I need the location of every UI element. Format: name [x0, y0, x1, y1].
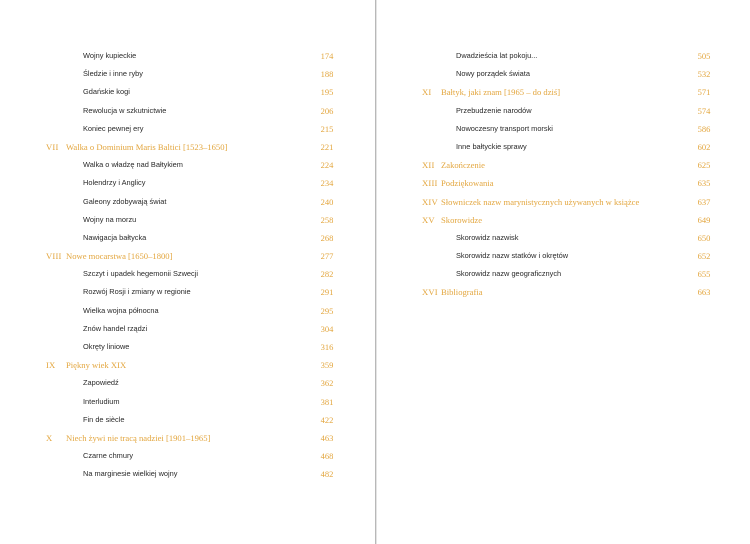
toc-subsection-entry	[0, 156, 375, 174]
subsection-title: Czarne chmury	[83, 451, 134, 461]
toc-chapter-entry	[0, 429, 375, 447]
page-number: 188	[320, 69, 334, 80]
page-number: 663	[697, 287, 711, 298]
page-number: 362	[320, 378, 334, 389]
page-number: 268	[320, 232, 334, 243]
subsection-title: Nawigacja bałtycka	[83, 232, 147, 242]
subsection-title: Walka o władzę nad Bałtykiem	[83, 160, 183, 170]
subsection-title: Dwadzieścia lat pokoju...	[456, 51, 538, 60]
page-number: 381	[320, 396, 334, 407]
page-number: 482	[320, 469, 334, 480]
page-number: 625	[697, 160, 711, 171]
toc-subsection-entry	[0, 302, 375, 320]
subsection-title: Okręty liniowe	[83, 342, 130, 351]
toc-subsection-entry	[0, 47, 375, 65]
toc-chapter-entry	[377, 83, 750, 101]
subsection-title: Inne bałtyckie sprawy	[456, 141, 527, 151]
subsection-title: Gdańskie kogi	[83, 87, 130, 97]
chapter-roman-numeral: IX	[46, 360, 56, 371]
toc-subsection-entry	[377, 47, 750, 65]
toc-chapter-entry	[377, 156, 750, 174]
subsection-title: Przebudzenie narodów	[456, 105, 532, 115]
subsection-title: Zapowiedź	[83, 378, 119, 388]
subsection-title: Szczyt i upadek hegemonii Szwecji	[83, 269, 199, 279]
page-number: 586	[697, 123, 711, 134]
subsection-title: Nowoczesny transport morski	[456, 123, 553, 133]
page-number: 295	[320, 305, 334, 316]
chapter-roman-numeral: XII	[422, 160, 435, 171]
page-number: 291	[320, 287, 334, 298]
chapter-title: Bibliografia	[441, 287, 483, 298]
subsection-title: Nowy porządek świata	[456, 69, 530, 79]
page-number: 655	[697, 269, 711, 280]
page-number: 571	[697, 87, 711, 98]
page-number: 359	[320, 360, 334, 371]
chapter-title: Walka o Dominium Maris Baltici [1523–1650]	[66, 141, 228, 152]
toc-subsection-entry	[0, 374, 375, 392]
toc-chapter-entry	[0, 247, 375, 265]
chapter-title: Bałtyk, jaki znam [1965 – do dziś]	[441, 87, 561, 98]
toc-chapter-entry	[377, 174, 750, 192]
chapter-roman-numeral: XIII	[422, 178, 438, 189]
right-page	[377, 0, 750, 544]
chapter-title: Zakończenie	[441, 160, 485, 171]
subsection-title: Galeony zdobywają świat	[83, 196, 167, 206]
toc-subsection-entry	[0, 193, 375, 211]
page-number: 316	[320, 342, 334, 352]
page-number: 234	[320, 178, 334, 189]
subsection-title: Interludium	[83, 396, 120, 406]
toc-subsection-entry	[377, 65, 750, 83]
subsection-title: Wojny kupieckie	[83, 51, 137, 60]
toc-subsection-entry	[0, 102, 375, 120]
subsection-title: Wielka wojna północna	[83, 305, 159, 315]
page-number: 277	[320, 251, 334, 262]
page-number: 652	[697, 251, 711, 262]
page-number: 221	[320, 141, 334, 152]
toc-subsection-entry	[0, 393, 375, 411]
toc-subsection-entry	[377, 102, 750, 120]
subsection-title: Śledzie i inne ryby	[83, 69, 143, 79]
subsection-title: Rewolucja w szkutnictwie	[83, 105, 167, 115]
subsection-title: Rozwój Rosji i zmiany w regionie	[83, 287, 191, 297]
page-number: 650	[697, 232, 711, 243]
toc-chapter-entry	[0, 356, 375, 374]
toc-subsection-entry	[0, 120, 375, 138]
toc-chapter-entry	[377, 193, 750, 211]
subsection-title: Wojny na morzu	[83, 214, 137, 224]
chapter-roman-numeral: XI	[422, 87, 432, 98]
toc-subsection-entry	[0, 65, 375, 83]
page-number: 258	[320, 214, 334, 225]
toc-subsection-entry	[0, 338, 375, 356]
page-number: 637	[697, 196, 711, 207]
toc-chapter-entry	[377, 211, 750, 229]
subsection-title: Skorowidz nazw geograficznych	[456, 269, 562, 279]
page-number: 468	[320, 451, 334, 462]
page-number: 635	[697, 178, 711, 189]
subsection-title: Skorowidz nazw statków i okrętów	[456, 251, 569, 261]
page-number: 240	[320, 196, 334, 207]
toc-chapter-entry	[0, 138, 375, 156]
chapter-title: Piękny wiek XIX	[66, 360, 127, 371]
toc-subsection-entry	[0, 283, 375, 301]
chapter-title: Nowe mocarstwa [1650–1800]	[66, 251, 173, 262]
toc-subsection-entry	[0, 465, 375, 483]
subsection-title: Fin de siècle	[83, 414, 125, 424]
page-number: 463	[320, 432, 334, 443]
chapter-roman-numeral: XIV	[422, 196, 438, 207]
page-number: 422	[320, 414, 334, 425]
subsection-title: Skorowidz nazwisk	[456, 232, 519, 242]
chapter-title: Niech żywi nie tracą nadziei [1901–1965]	[66, 432, 211, 443]
chapter-title: Słowniczek nazw marynistycznych używanych w książce	[441, 196, 640, 207]
toc-subsection-entry	[0, 174, 375, 192]
toc-subsection-entry	[0, 447, 375, 465]
toc-subsection-entry	[0, 320, 375, 338]
toc-subsection-entry	[0, 411, 375, 429]
page-number: 195	[320, 87, 334, 98]
toc-subsection-entry	[377, 229, 750, 247]
page-number: 649	[697, 214, 711, 225]
toc-chapter-entry	[377, 283, 750, 301]
subsection-title: Koniec pewnej ery	[83, 123, 144, 133]
chapter-title: Podziękowania	[441, 178, 494, 189]
toc-subsection-entry	[377, 247, 750, 265]
page-number: 215	[320, 123, 334, 134]
page-number: 505	[697, 51, 711, 61]
page-number: 282	[320, 269, 334, 280]
toc-subsection-entry	[0, 83, 375, 101]
table-of-contents-left	[0, 47, 375, 484]
toc-subsection-entry	[377, 265, 750, 283]
page-number: 304	[320, 323, 334, 334]
page-number: 174	[320, 51, 334, 61]
page-number: 602	[697, 141, 711, 152]
chapter-roman-numeral: XV	[422, 214, 435, 225]
table-of-contents-right	[377, 47, 750, 302]
page-number: 532	[697, 69, 711, 80]
subsection-title: Na marginesie wielkiej wojny	[83, 469, 178, 479]
chapter-title: Skorowidze	[441, 214, 483, 225]
toc-subsection-entry	[377, 138, 750, 156]
chapter-roman-numeral: X	[46, 432, 53, 443]
toc-subsection-entry	[0, 211, 375, 229]
chapter-roman-numeral: VIII	[46, 251, 62, 262]
chapter-roman-numeral: XVI	[422, 287, 438, 298]
subsection-title: Holendrzy i Anglicy	[83, 178, 146, 188]
toc-subsection-entry	[377, 120, 750, 138]
subsection-title: Znów handel rządzi	[83, 323, 148, 333]
page-number: 224	[320, 160, 334, 171]
toc-subsection-entry	[0, 229, 375, 247]
page-number: 206	[320, 105, 334, 116]
page-number: 574	[697, 105, 711, 116]
chapter-roman-numeral: VII	[46, 141, 59, 152]
toc-subsection-entry	[0, 265, 375, 283]
